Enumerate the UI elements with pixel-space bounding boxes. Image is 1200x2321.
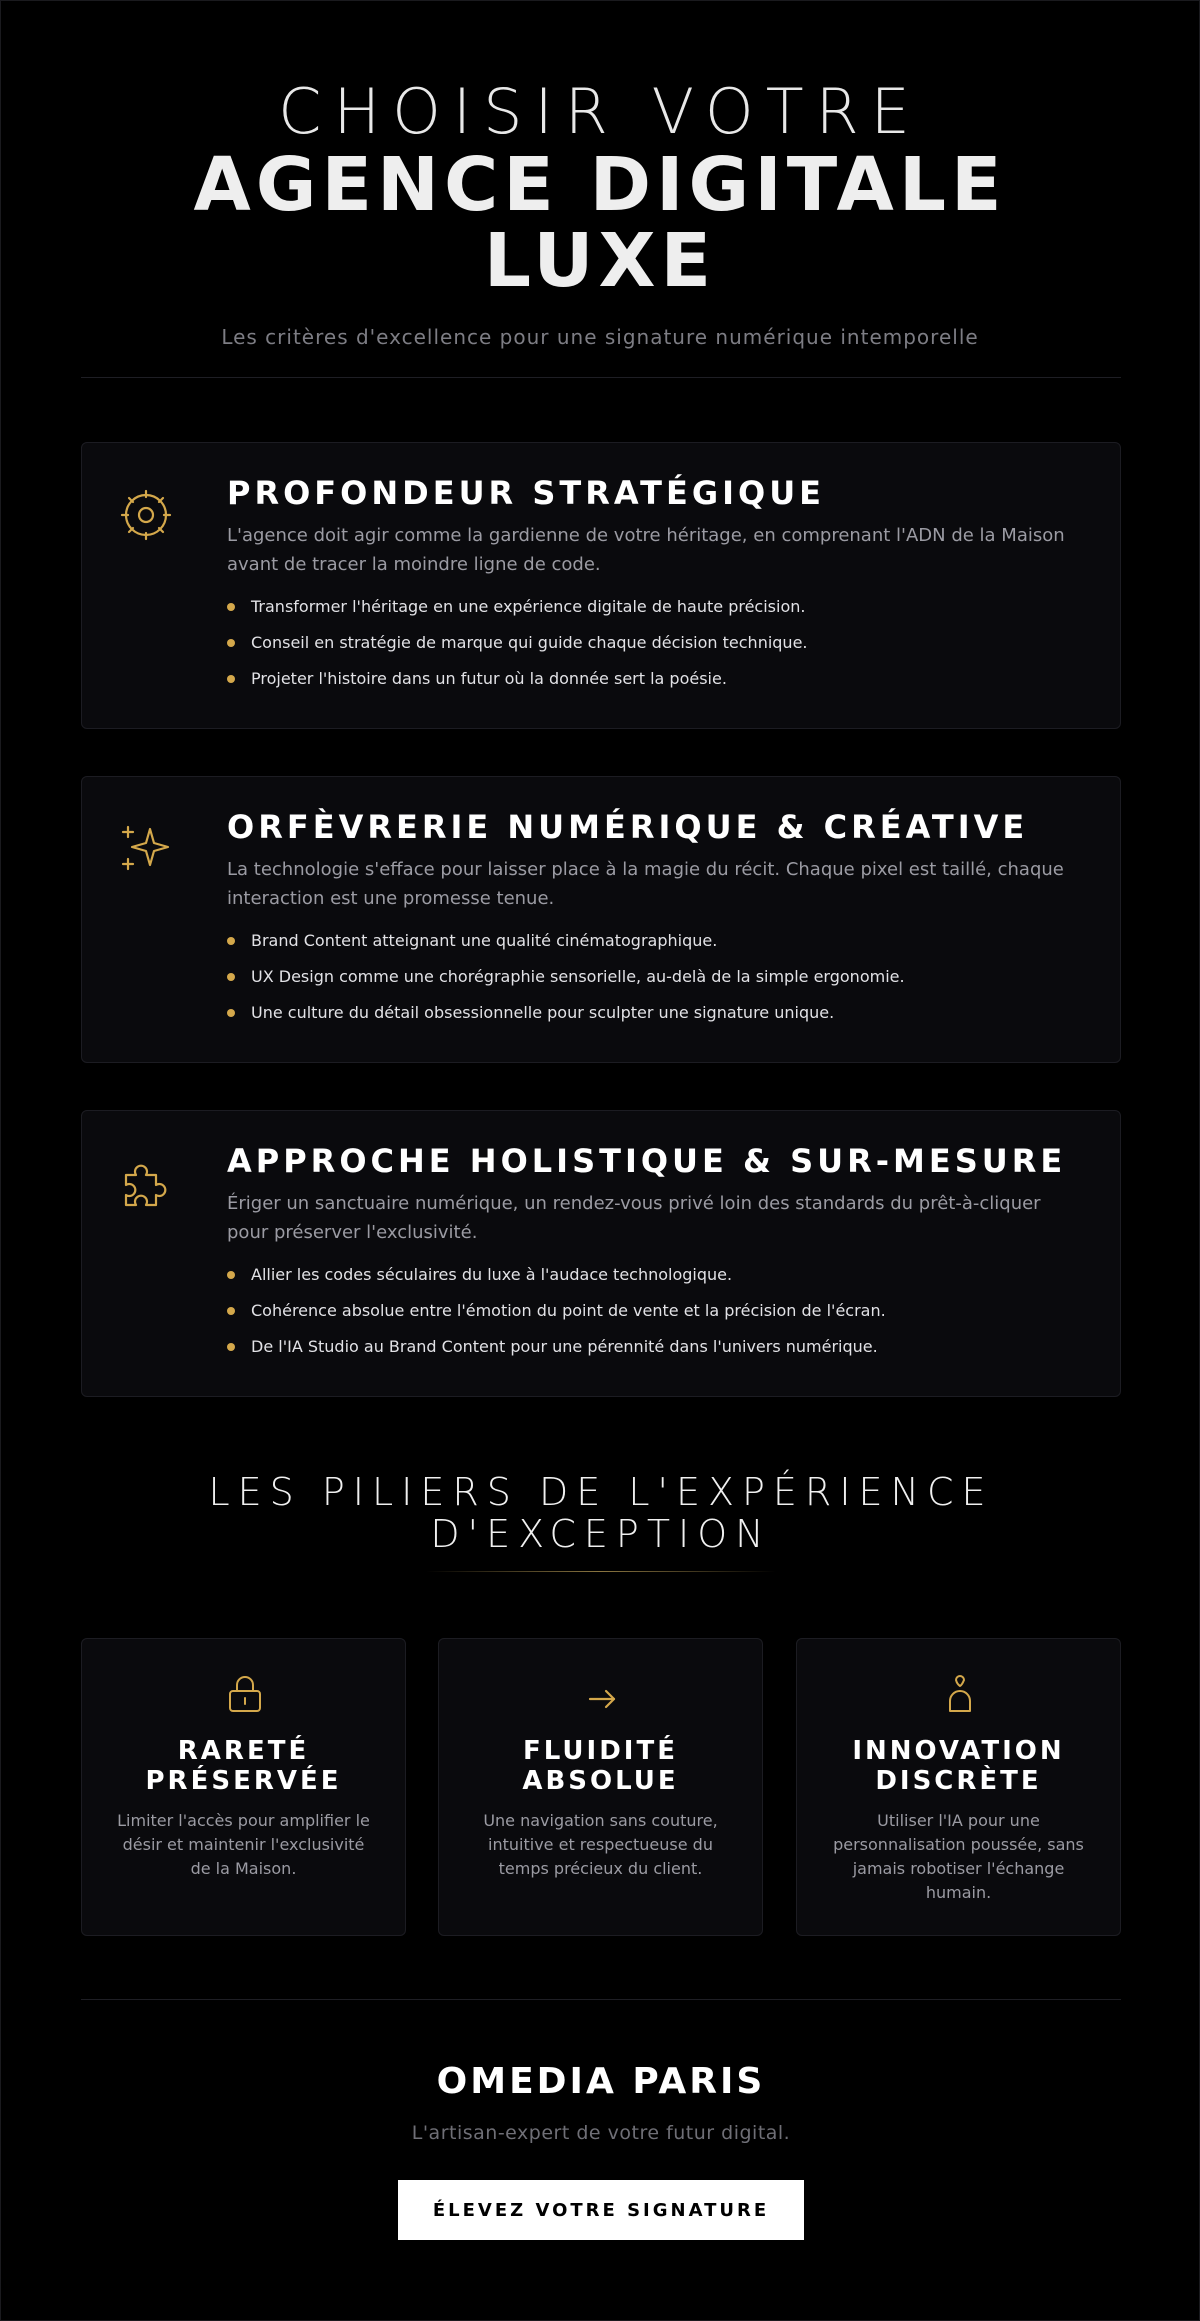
pillar-title-line1: FLUIDITÉ xyxy=(523,1736,678,1766)
pillar-card-innovation xyxy=(796,1638,1121,1936)
bullet-dot xyxy=(227,1271,235,1279)
card-title: ORFÈVRERIE NUMÉRIQUE & CRÉATIVE xyxy=(227,808,1029,846)
list-item xyxy=(227,1003,1070,1023)
pillars-title-line2: D'EXCEPTION xyxy=(430,1512,772,1556)
card-description: Ériger un sanctuaire numérique, un rendez-vous privé loin des standards du prêt-à-cliquer pour préserver l'exclusivité. xyxy=(227,1193,1041,1243)
lock-icon xyxy=(226,1675,264,1713)
pillar-card-fluidity xyxy=(438,1638,763,1936)
pillar-title-line1: RARETÉ xyxy=(177,1736,310,1766)
list-item xyxy=(227,1265,1070,1285)
brand-tagline: L'artisan-expert de votre futur digital. xyxy=(411,2122,791,2144)
pillar-title xyxy=(459,1736,742,1796)
pillar-title-line2: ABSOLUE xyxy=(522,1766,679,1796)
cta-button[interactable]: ÉLEVEZ VOTRE SIGNATURE xyxy=(398,2180,804,2240)
page-title-line2: LUXE xyxy=(483,218,717,304)
card-title: APPROCHE HOLISTIQUE & SUR-MESURE xyxy=(227,1142,1067,1180)
list-item-text: Cohérence absolue entre l'émotion du point de vente et la précision de l'écran. xyxy=(251,1301,886,1320)
hero-section xyxy=(1,1,1199,349)
card-description: La technologie s'efface pour laisser place à la magie du récit. Chaque pixel est taillé, chaque interaction est une promesse tenue. xyxy=(227,859,1064,909)
sparkle-icon xyxy=(118,821,174,877)
bullet-dot xyxy=(227,973,235,981)
bullet-dot xyxy=(227,1343,235,1351)
pillar-title xyxy=(102,1736,385,1796)
pillars-divider xyxy=(426,1571,776,1572)
page-title-line1: AGENCE DIGITALE xyxy=(193,142,1007,228)
card-list xyxy=(227,597,1070,689)
pillar-description: Limiter l'accès pour amplifier le désir et maintenir l'exclusivité de la Maison. xyxy=(117,1811,370,1878)
card-description: L'agence doit agir comme la gardienne de votre héritage, en comprenant l'ADN de la Maison avant de tracer la moindre ligne de code. xyxy=(227,525,1065,575)
list-item-text: Allier les codes séculaires du luxe à l'audace technologique. xyxy=(251,1265,733,1284)
list-item-text: Brand Content atteignant une qualité cinématographique. xyxy=(251,931,718,950)
bullet-dot xyxy=(227,1009,235,1017)
list-item-text: Conseil en stratégie de marque qui guide chaque décision technique. xyxy=(251,633,808,652)
list-item xyxy=(227,931,1070,951)
pillar-description: Utiliser l'IA pour une personnalisation poussée, sans jamais robotiser l'échange humain. xyxy=(833,1811,1084,1902)
brand-name: OMEDIA PARIS xyxy=(436,2061,766,2102)
criteria-card-holistic xyxy=(81,1110,1121,1397)
bullet-dot xyxy=(227,675,235,683)
pillar-title xyxy=(817,1736,1100,1796)
pillar-title-line2: PRÉSERVÉE xyxy=(145,1766,342,1796)
pillar-title-line2: DISCRÈTE xyxy=(875,1766,1042,1796)
page-title xyxy=(1,142,1199,304)
pillar-description: Une navigation sans couture, intuitive et respectueuse du temps précieux du client. xyxy=(483,1811,718,1878)
list-item-text: UX Design comme une chorégraphie sensorielle, au-delà de la simple ergonomie. xyxy=(251,967,905,986)
list-item xyxy=(227,967,1070,987)
list-item-text: Projeter l'histoire dans un futur où la donnée sert la poésie. xyxy=(251,669,727,688)
list-item-text: De l'IA Studio au Brand Content pour une pérennité dans l'univers numérique. xyxy=(251,1337,878,1356)
hero-divider xyxy=(81,377,1121,378)
list-item xyxy=(227,1337,1070,1357)
card-title: PROFONDEUR STRATÉGIQUE xyxy=(227,474,826,512)
pillars-title xyxy=(1,1471,1200,1555)
pillar-card-rarity xyxy=(81,1638,406,1936)
criteria-card-strategy xyxy=(81,442,1121,729)
pillars-title-line1: LES PILIERS DE L'EXPÉRIENCE xyxy=(208,1470,994,1514)
list-item xyxy=(227,1301,1070,1321)
card-list xyxy=(227,1265,1070,1357)
list-item xyxy=(227,633,1070,653)
gear-icon xyxy=(118,487,174,543)
bullet-dot xyxy=(227,1307,235,1315)
bullet-dot xyxy=(227,639,235,647)
bullet-dot xyxy=(227,603,235,611)
card-list xyxy=(227,931,1070,1023)
puzzle-icon xyxy=(118,1155,174,1211)
arrow-right-icon xyxy=(583,1675,621,1713)
footer-divider xyxy=(81,1999,1121,2000)
hero-subtitle: Les critères d'excellence pour une signature numérique intemporelle xyxy=(221,325,979,349)
person-icon xyxy=(941,1675,979,1713)
criteria-card-craft xyxy=(81,776,1121,1063)
list-item xyxy=(227,597,1070,617)
list-item-text: Une culture du détail obsessionnelle pour sculpter une signature unique. xyxy=(251,1003,835,1022)
pillar-title-line1: INNOVATION xyxy=(852,1736,1065,1766)
bullet-dot xyxy=(227,937,235,945)
list-item xyxy=(227,669,1070,689)
list-item-text: Transformer l'héritage en une expérience digitale de haute précision. xyxy=(251,597,806,616)
hero-kicker: CHOISIR VOTRE xyxy=(278,75,922,148)
